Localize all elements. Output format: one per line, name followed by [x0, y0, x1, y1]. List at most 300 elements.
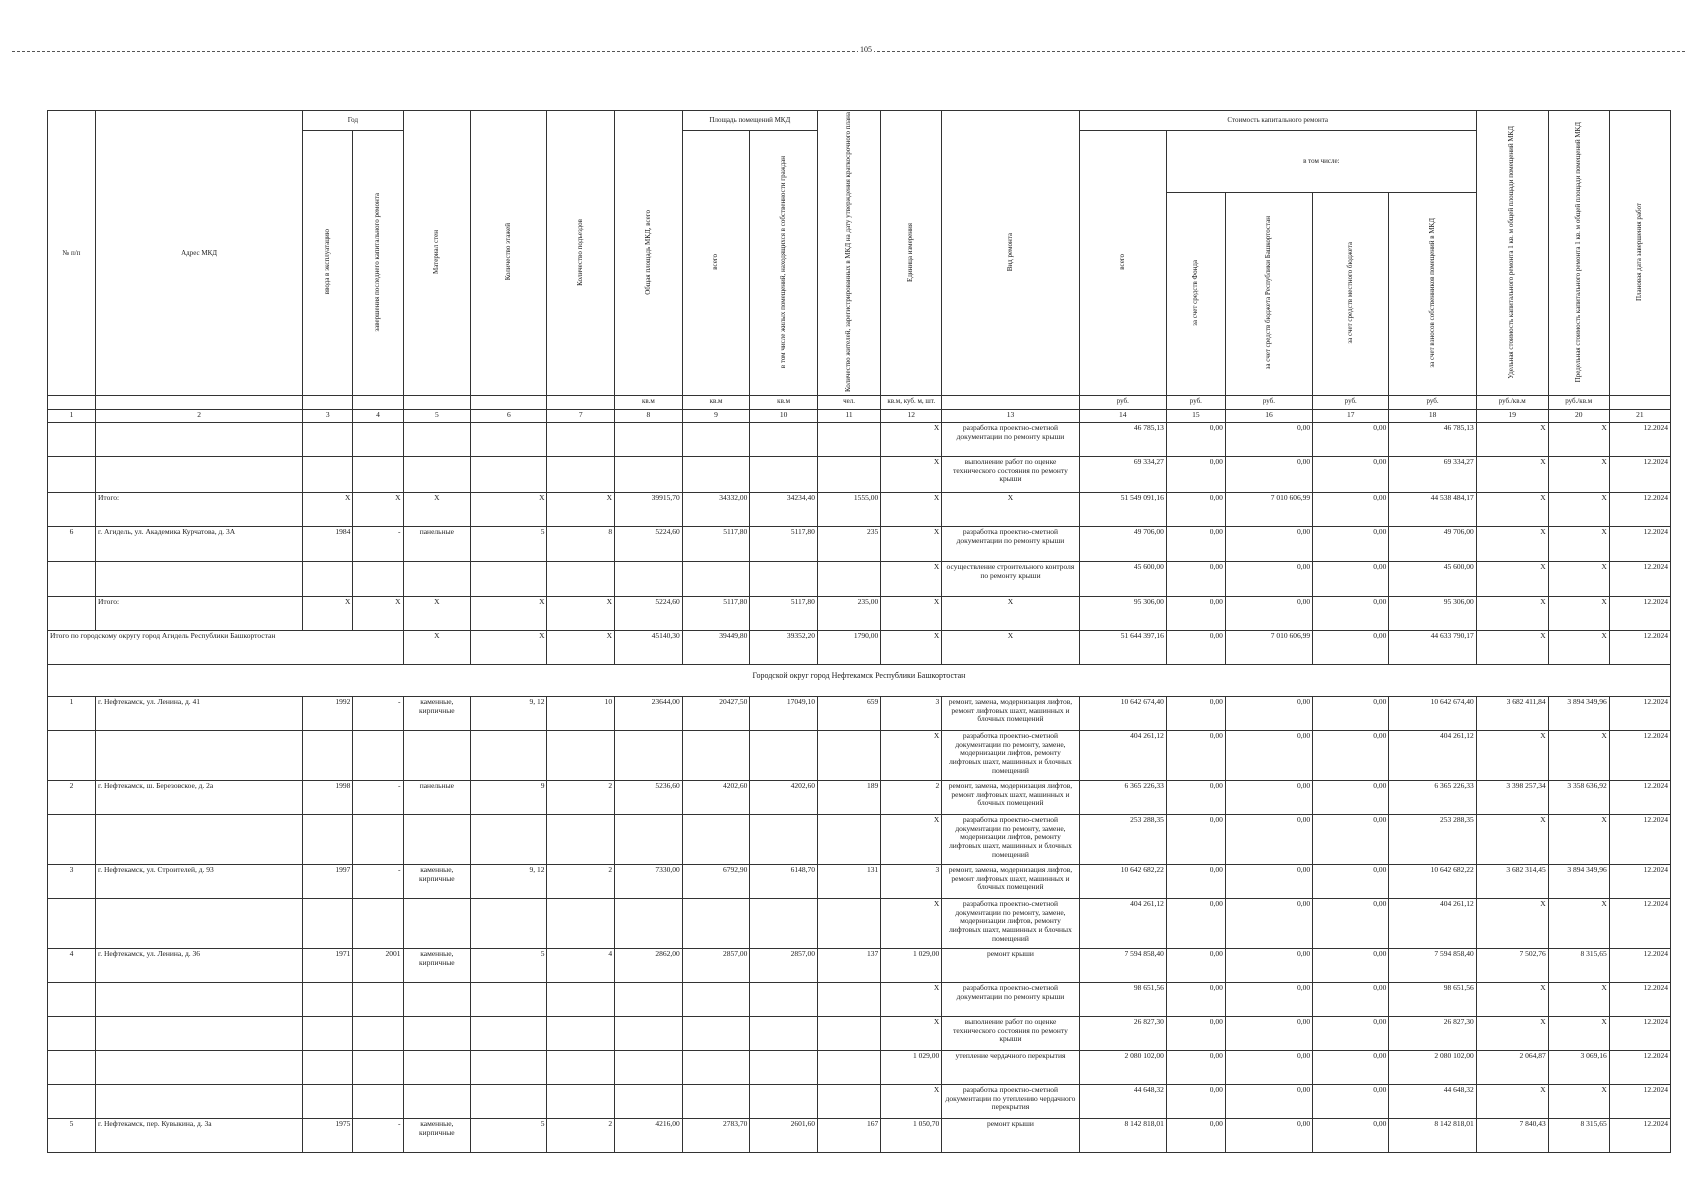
unit-cell: руб. — [1166, 396, 1225, 410]
cell-pr: 17049,10 — [750, 697, 818, 731]
cell-pa — [682, 731, 750, 781]
column-number: 17 — [1313, 410, 1389, 423]
cell-pr: 2857,00 — [750, 949, 818, 983]
cell-c18: 49 706,00 — [1389, 527, 1476, 562]
hdr-n-pp: № п/п — [48, 111, 96, 396]
cell-c15: 0,00 — [1166, 1085, 1225, 1119]
column-number: 13 — [942, 410, 1079, 423]
cell-area: 5224,60 — [615, 527, 683, 562]
cell-y1 — [303, 899, 353, 949]
cell-c17: 0,00 — [1313, 731, 1389, 781]
cell-c19: X — [1476, 1017, 1548, 1051]
cell-c18: 44 538 484,17 — [1389, 493, 1476, 527]
unit-cell: руб. — [1313, 396, 1389, 410]
cell-type: ремонт, замена, модернизация лифтов, ремонт лифтовых шахт, машинных и блочных помещений — [942, 865, 1079, 899]
cell-c14: 10 642 674,40 — [1079, 697, 1166, 731]
table-row — [48, 1051, 1671, 1085]
cell-c21: 12.2024 — [1609, 1085, 1670, 1119]
cell-no — [48, 493, 96, 527]
cell-res: 167 — [817, 1119, 880, 1153]
hdr-floors: Количество этажей — [471, 111, 547, 396]
cell-c17: 0,00 — [1313, 865, 1389, 899]
hdr-year-commission: ввода в эксплуатацию — [303, 131, 353, 396]
cell-c21: 12.2024 — [1609, 562, 1670, 597]
cell-c16: 0,00 — [1225, 1119, 1312, 1153]
cell-no — [48, 457, 96, 493]
cell-y2 — [353, 1085, 403, 1119]
cell-c20: 3 358 636,92 — [1548, 781, 1609, 815]
hdr-repair-type: Вид ремонта — [942, 111, 1079, 396]
column-number: 8 — [615, 410, 683, 423]
cell-c15: 0,00 — [1166, 983, 1225, 1017]
cell-c14: 51 549 091,16 — [1079, 493, 1166, 527]
cell-en — [547, 815, 615, 865]
cell-c14: 44 648,32 — [1079, 1085, 1166, 1119]
unit-cell: чел. — [817, 396, 880, 410]
table-row — [48, 949, 1671, 983]
cell-c19: X — [1476, 457, 1548, 493]
cell-en: 2 — [547, 781, 615, 815]
cell-addr: г. Нефтекамск, ш. Березовское, д. 2а — [95, 781, 302, 815]
units-row — [48, 396, 1671, 410]
cell-type: осуществление строительного контроля по ремонту крыши — [942, 562, 1079, 597]
cell-fl — [471, 1051, 547, 1085]
cell-c20: X — [1548, 597, 1609, 631]
column-number: 11 — [817, 410, 880, 423]
cell-addr — [95, 1085, 302, 1119]
cell-c20: X — [1548, 527, 1609, 562]
cell-c20: X — [1548, 493, 1609, 527]
cell-y1: X — [303, 493, 353, 527]
cell-c21: 12.2024 — [1609, 423, 1670, 457]
cell-c21: 12.2024 — [1609, 731, 1670, 781]
cell-pr — [750, 1085, 818, 1119]
cell-y1 — [303, 1051, 353, 1085]
cell-type: разработка проектно-сметной документации по ремонту крыши — [942, 983, 1079, 1017]
cell-y2: - — [353, 1119, 403, 1153]
cell-res: 1790,00 — [817, 631, 880, 665]
cell-area — [615, 457, 683, 493]
cell-c16: 0,00 — [1225, 697, 1312, 731]
cell-unit: X — [881, 1085, 942, 1119]
cell-y2 — [353, 562, 403, 597]
cell-c19: X — [1476, 731, 1548, 781]
cell-addr — [95, 562, 302, 597]
cell-mat — [403, 457, 471, 493]
cell-addr: г. Нефтекамск, ул. Ленина, д. 41 — [95, 697, 302, 731]
hdr-year-last-repair: завершения последнего капитального ремонта — [353, 131, 403, 396]
cell-en: 2 — [547, 865, 615, 899]
page-number: 105 — [860, 45, 872, 54]
cell-mat — [403, 983, 471, 1017]
cell-pa — [682, 1051, 750, 1085]
cell-c21: 12.2024 — [1609, 1119, 1670, 1153]
cell-c17: 0,00 — [1313, 457, 1389, 493]
cell-c14: 26 827,30 — [1079, 1017, 1166, 1051]
table-row — [48, 597, 1671, 631]
table-row — [48, 731, 1671, 781]
cell-unit: X — [881, 1017, 942, 1051]
cell-c18: 98 651,56 — [1389, 983, 1476, 1017]
cell-unit: X — [881, 731, 942, 781]
cell-c18: 7 594 858,40 — [1389, 949, 1476, 983]
cell-c20: 3 069,16 — [1548, 1051, 1609, 1085]
cell-pa: 39449,80 — [682, 631, 750, 665]
cell-res — [817, 899, 880, 949]
cell-fl: X — [471, 493, 547, 527]
cell-c16: 0,00 — [1225, 781, 1312, 815]
cell-y1 — [303, 457, 353, 493]
cell-no — [48, 899, 96, 949]
cell-y1: 1971 — [303, 949, 353, 983]
cell-c15: 0,00 — [1166, 631, 1225, 665]
cell-no: 1 — [48, 697, 96, 731]
table-row — [48, 983, 1671, 1017]
cell-c15: 0,00 — [1166, 949, 1225, 983]
cell-unit: X — [881, 983, 942, 1017]
cell-en: X — [547, 631, 615, 665]
cell-y1: 1975 — [303, 1119, 353, 1153]
cell-pa — [682, 983, 750, 1017]
cell-c18: 6 365 226,33 — [1389, 781, 1476, 815]
cell-c21: 12.2024 — [1609, 1051, 1670, 1085]
cell-unit: X — [881, 527, 942, 562]
table-row — [48, 865, 1671, 899]
cell-mat: X — [403, 631, 471, 665]
column-number: 16 — [1225, 410, 1312, 423]
cell-c16: 0,00 — [1225, 457, 1312, 493]
cell-addr — [95, 1051, 302, 1085]
cell-c17: 0,00 — [1313, 527, 1389, 562]
cell-mat — [403, 731, 471, 781]
cell-c20: 3 894 349,96 — [1548, 865, 1609, 899]
cell-area: 23644,00 — [615, 697, 683, 731]
cell-y1: 1998 — [303, 781, 353, 815]
hdr-cost-total: всего — [1079, 131, 1166, 396]
cell-pr: 4202,60 — [750, 781, 818, 815]
cell-c21: 12.2024 — [1609, 527, 1670, 562]
cell-c21: 12.2024 — [1609, 457, 1670, 493]
cell-addr: г. Нефтекамск, ул. Ленина, д. 36 — [95, 949, 302, 983]
cell-area: 5236,60 — [615, 781, 683, 815]
cell-c14: 404 261,12 — [1079, 899, 1166, 949]
cell-pa: 20427,50 — [682, 697, 750, 731]
cell-c18: 2 080 102,00 — [1389, 1051, 1476, 1085]
column-number: 10 — [750, 410, 818, 423]
cell-unit: X — [881, 493, 942, 527]
hdr-cost-fund: за счет средств Фонда — [1166, 192, 1225, 395]
cell-c16: 0,00 — [1225, 899, 1312, 949]
cell-unit: 3 — [881, 865, 942, 899]
cell-c14: 95 306,00 — [1079, 597, 1166, 631]
column-number: 18 — [1389, 410, 1476, 423]
cell-res: 235,00 — [817, 597, 880, 631]
table-row — [48, 1017, 1671, 1051]
cell-pa: 2857,00 — [682, 949, 750, 983]
cell-area — [615, 423, 683, 457]
cell-c19: X — [1476, 527, 1548, 562]
table-row — [48, 697, 1671, 731]
cell-c15: 0,00 — [1166, 493, 1225, 527]
cell-area: 4216,00 — [615, 1119, 683, 1153]
cell-c17: 0,00 — [1313, 1051, 1389, 1085]
column-number: 2 — [95, 410, 302, 423]
unit-cell: руб./кв.м — [1476, 396, 1548, 410]
cell-addr — [95, 1017, 302, 1051]
cell-no — [48, 815, 96, 865]
cell-c20: 8 315,65 — [1548, 949, 1609, 983]
cell-pr — [750, 562, 818, 597]
cell-c15: 0,00 — [1166, 562, 1225, 597]
cell-c16: 0,00 — [1225, 562, 1312, 597]
cell-c21: 12.2024 — [1609, 781, 1670, 815]
hdr-premises-group: Площадь помещений МКД — [682, 111, 817, 131]
cell-c14: 49 706,00 — [1079, 527, 1166, 562]
cell-y2 — [353, 983, 403, 1017]
cell-area: 2862,00 — [615, 949, 683, 983]
cell-en — [547, 423, 615, 457]
cell-res: 137 — [817, 949, 880, 983]
hdr-entrances: Количество подъездов — [547, 111, 615, 396]
cell-fl — [471, 423, 547, 457]
unit-cell: руб. — [1389, 396, 1476, 410]
cell-mat — [403, 423, 471, 457]
section-row — [48, 665, 1671, 697]
table-row — [48, 562, 1671, 597]
cell-mat: каменные, кирпичные — [403, 865, 471, 899]
cell-c20: X — [1548, 1017, 1609, 1051]
cell-c17: 0,00 — [1313, 697, 1389, 731]
hdr-cost-group: Стоимость капитального ремонта — [1079, 111, 1476, 131]
cell-c21: 12.2024 — [1609, 697, 1670, 731]
cell-c19: X — [1476, 815, 1548, 865]
cell-y2: - — [353, 865, 403, 899]
hdr-unit-cost: Удельная стоимость капитального ремонта 1 кв. м общей площади помещений МКД — [1476, 111, 1548, 396]
cell-pr: 5117,80 — [750, 527, 818, 562]
cell-c14: 7 594 858,40 — [1079, 949, 1166, 983]
cell-mat: панельные — [403, 781, 471, 815]
cell-unit: X — [881, 815, 942, 865]
cell-y2 — [353, 731, 403, 781]
cell-type: разработка проектно-сметной документации по ремонту, замене, модернизации лифтов, ремонту лифтовых шахт, машинных и блочных помещений — [942, 815, 1079, 865]
unit-cell: кв.м, куб. м, шт. — [881, 396, 942, 410]
cell-fl — [471, 457, 547, 493]
repair-plan-table — [47, 110, 1671, 1153]
cell-area — [615, 562, 683, 597]
cell-res — [817, 562, 880, 597]
unit-cell: кв.м — [615, 396, 683, 410]
hdr-cost-rb: за счет средств бюджета Республики Башкортостан — [1225, 192, 1312, 395]
cell-c14: 2 080 102,00 — [1079, 1051, 1166, 1085]
cell-no: 4 — [48, 949, 96, 983]
cell-c16: 0,00 — [1225, 865, 1312, 899]
cell-c19: 3 682 314,45 — [1476, 865, 1548, 899]
total-row — [48, 631, 1671, 665]
cell-pr: 2601,60 — [750, 1119, 818, 1153]
total-label: Итого по городскому округу город Агидель Республики Башкортостан — [48, 631, 404, 665]
cell-area — [615, 1085, 683, 1119]
cell-y2: X — [353, 597, 403, 631]
cell-c15: 0,00 — [1166, 457, 1225, 493]
cell-addr: Итого: — [95, 597, 302, 631]
table-row — [48, 1119, 1671, 1153]
cell-res: 1555,00 — [817, 493, 880, 527]
cell-c21: 12.2024 — [1609, 1017, 1670, 1051]
cell-fl: 9, 12 — [471, 865, 547, 899]
cell-c19: 2 064,87 — [1476, 1051, 1548, 1085]
cell-y1: 1992 — [303, 697, 353, 731]
cell-fl: 5 — [471, 527, 547, 562]
cell-fl — [471, 815, 547, 865]
cell-res — [817, 1017, 880, 1051]
cell-pa — [682, 457, 750, 493]
cell-y1: X — [303, 597, 353, 631]
cell-c18: 26 827,30 — [1389, 1017, 1476, 1051]
cell-c17: 0,00 — [1313, 597, 1389, 631]
table-header — [48, 111, 1671, 423]
cell-en: X — [547, 597, 615, 631]
cell-unit: 1 029,00 — [881, 949, 942, 983]
cell-unit: X — [881, 597, 942, 631]
cell-c17: 0,00 — [1313, 562, 1389, 597]
cell-y1 — [303, 731, 353, 781]
cell-en: 8 — [547, 527, 615, 562]
cell-en — [547, 731, 615, 781]
cell-mat: X — [403, 597, 471, 631]
cell-unit: X — [881, 562, 942, 597]
cell-addr — [95, 457, 302, 493]
cell-en — [547, 1051, 615, 1085]
cell-c18: 10 642 674,40 — [1389, 697, 1476, 731]
cell-mat — [403, 1085, 471, 1119]
cell-c17: 0,00 — [1313, 899, 1389, 949]
cell-fl — [471, 1017, 547, 1051]
cell-unit: 2 — [881, 781, 942, 815]
cell-c19: X — [1476, 493, 1548, 527]
cell-en: 4 — [547, 949, 615, 983]
cell-pr: 5117,80 — [750, 597, 818, 631]
cell-fl: 5 — [471, 1119, 547, 1153]
cell-y1 — [303, 562, 353, 597]
column-number: 15 — [1166, 410, 1225, 423]
cell-area — [615, 899, 683, 949]
cell-c21: 12.2024 — [1609, 899, 1670, 949]
hdr-residents: Количество жителей, зарегистрированных в МКД на дату утверждения краткосрочного плана — [817, 111, 880, 396]
cell-c14: 45 600,00 — [1079, 562, 1166, 597]
cell-no — [48, 983, 96, 1017]
cell-c21: 12.2024 — [1609, 597, 1670, 631]
cell-c20: 3 894 349,96 — [1548, 697, 1609, 731]
cell-res — [817, 457, 880, 493]
cell-fl — [471, 562, 547, 597]
cell-res — [817, 983, 880, 1017]
cell-type: разработка проектно-сметной документации по ремонту, замене, модернизации лифтов, ремонту лифтовых шахт, машинных и блочных помещений — [942, 899, 1079, 949]
cell-type: выполнение работ по оценке технического состояния по ремонту крыши — [942, 1017, 1079, 1051]
cell-mat — [403, 899, 471, 949]
cell-c17: 0,00 — [1313, 815, 1389, 865]
hdr-address: Адрес МКД — [95, 111, 302, 396]
cell-pr — [750, 457, 818, 493]
cell-c16: 0,00 — [1225, 815, 1312, 865]
cell-c17: 0,00 — [1313, 949, 1389, 983]
cell-area — [615, 815, 683, 865]
cell-c21: 12.2024 — [1609, 949, 1670, 983]
cell-c19: 3 682 411,84 — [1476, 697, 1548, 731]
cell-c20: X — [1548, 899, 1609, 949]
cell-c16: 0,00 — [1225, 1085, 1312, 1119]
cell-no: 3 — [48, 865, 96, 899]
cell-c16: 7 010 606,99 — [1225, 631, 1312, 665]
cell-res: 235 — [817, 527, 880, 562]
cell-c15: 0,00 — [1166, 527, 1225, 562]
cell-unit: X — [881, 899, 942, 949]
column-number: 3 — [303, 410, 353, 423]
cell-addr: г. Агидель, ул. Академика Курчатова, д. 3А — [95, 527, 302, 562]
cell-c21: 12.2024 — [1609, 493, 1670, 527]
cell-mat: каменные, кирпичные — [403, 697, 471, 731]
column-number: 20 — [1548, 410, 1609, 423]
cell-pr — [750, 1051, 818, 1085]
column-number: 5 — [403, 410, 471, 423]
cell-c15: 0,00 — [1166, 1051, 1225, 1085]
cell-addr: Итого: — [95, 493, 302, 527]
cell-c15: 0,00 — [1166, 1017, 1225, 1051]
cell-c16: 0,00 — [1225, 423, 1312, 457]
cell-c14: 253 288,35 — [1079, 815, 1166, 865]
cell-y2 — [353, 815, 403, 865]
cell-type: разработка проектно-сметной документации по ремонту крыши — [942, 527, 1079, 562]
column-number: 6 — [471, 410, 547, 423]
cell-c15: 0,00 — [1166, 1119, 1225, 1153]
cell-y1 — [303, 1017, 353, 1051]
cell-c15: 0,00 — [1166, 731, 1225, 781]
column-number: 14 — [1079, 410, 1166, 423]
cell-y2: - — [353, 697, 403, 731]
cell-no — [48, 1085, 96, 1119]
cell-area — [615, 1051, 683, 1085]
unit-cell: кв.м — [682, 396, 750, 410]
cell-c21: 12.2024 — [1609, 865, 1670, 899]
cell-c14: 98 651,56 — [1079, 983, 1166, 1017]
cell-area: 7330,00 — [615, 865, 683, 899]
table-row — [48, 1085, 1671, 1119]
cell-unit: X — [881, 631, 942, 665]
cell-unit: X — [881, 457, 942, 493]
cell-y1: 1997 — [303, 865, 353, 899]
cell-fl — [471, 983, 547, 1017]
cell-en — [547, 457, 615, 493]
cell-c14: 69 334,27 — [1079, 457, 1166, 493]
hdr-unit: Единица измерения — [881, 111, 942, 396]
cell-addr — [95, 983, 302, 1017]
cell-fl: 5 — [471, 949, 547, 983]
cell-mat: каменные, кирпичные — [403, 949, 471, 983]
cell-unit: X — [881, 423, 942, 457]
column-number: 1 — [48, 410, 96, 423]
cell-area — [615, 983, 683, 1017]
cell-c19: X — [1476, 597, 1548, 631]
cell-c17: 0,00 — [1313, 1017, 1389, 1051]
cell-c21: 12.2024 — [1609, 983, 1670, 1017]
cell-en — [547, 562, 615, 597]
cell-c18: 253 288,35 — [1389, 815, 1476, 865]
table-row — [48, 781, 1671, 815]
cell-en — [547, 1017, 615, 1051]
hdr-premises-residential: в том числе жилых помещений, находящихся в собственности граждан — [750, 131, 818, 396]
cell-res — [817, 815, 880, 865]
cell-type: разработка проектно-сметной документации по утеплению чердачного перекрытия — [942, 1085, 1079, 1119]
cell-c15: 0,00 — [1166, 697, 1225, 731]
